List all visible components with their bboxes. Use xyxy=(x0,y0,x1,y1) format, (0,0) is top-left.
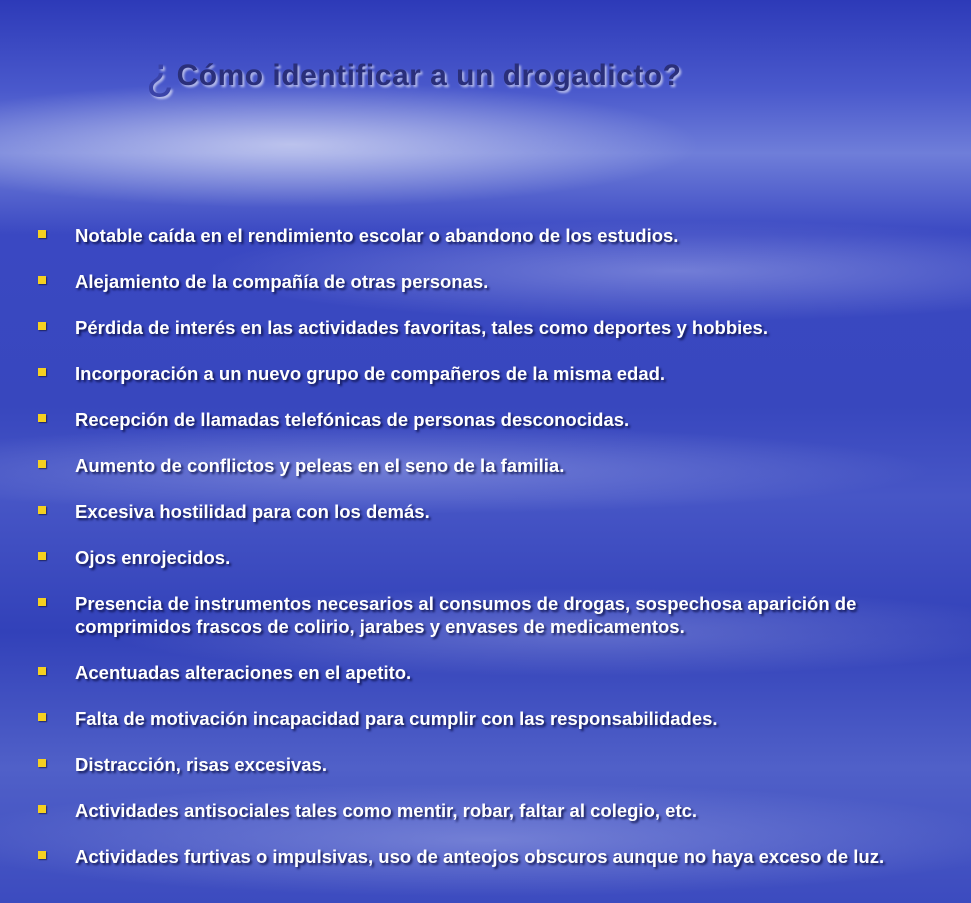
list-item-text: Ojos enrojecidos. xyxy=(75,547,231,568)
square-bullet-icon xyxy=(38,322,46,330)
list-item xyxy=(36,362,906,385)
square-bullet-icon xyxy=(38,805,46,813)
list-item xyxy=(36,454,906,477)
list-item-text: Presencia de instrumentos necesarios al consumos de drogas, sospechosa aparición de comprimidos frascos de colirio, jarabes y envases de medicamentos. xyxy=(75,593,857,637)
square-bullet-icon xyxy=(38,506,46,514)
slide-title-text: Cómo identificar a un drogadicto? xyxy=(176,59,682,92)
slide-title xyxy=(146,46,681,100)
list-item-text: Falta de motivación incapacidad para cumplir con las responsabilidades. xyxy=(75,708,718,729)
square-bullet-icon xyxy=(38,598,46,606)
square-bullet-icon xyxy=(38,276,46,284)
list-item xyxy=(36,753,906,776)
list-item xyxy=(36,707,906,730)
list-item xyxy=(36,224,906,247)
list-item xyxy=(36,799,906,822)
list-item xyxy=(36,500,906,523)
list-item xyxy=(36,546,906,569)
list-item-text: Actividades furtivas o impulsivas, uso de anteojos obscuros aunque no haya exceso de luz. xyxy=(75,846,885,867)
list-item-text: Alejamiento de la compañía de otras personas. xyxy=(75,271,489,292)
square-bullet-icon xyxy=(38,368,46,376)
list-item xyxy=(36,592,906,638)
square-bullet-icon xyxy=(38,713,46,721)
list-item-text: Pérdida de interés en las actividades favoritas, tales como deportes y hobbies. xyxy=(75,317,768,338)
list-item-text: Actividades antisociales tales como mentir, robar, faltar al colegio, etc. xyxy=(75,800,698,821)
inverted-question-mark: ¿ xyxy=(146,47,175,99)
list-item xyxy=(36,661,906,684)
list-item-text: Acentuadas alteraciones en el apetito. xyxy=(75,662,412,683)
list-item-text: Recepción de llamadas telefónicas de personas desconocidas. xyxy=(75,409,630,430)
list-item-text: Notable caída en el rendimiento escolar o abandono de los estudios. xyxy=(75,225,679,246)
square-bullet-icon xyxy=(38,230,46,238)
list-item xyxy=(36,316,906,339)
square-bullet-icon xyxy=(38,460,46,468)
list-item xyxy=(36,845,906,868)
square-bullet-icon xyxy=(38,759,46,767)
square-bullet-icon xyxy=(38,552,46,560)
list-item-text: Excesiva hostilidad para con los demás. xyxy=(75,501,430,522)
list-item xyxy=(36,270,906,293)
square-bullet-icon xyxy=(38,414,46,422)
list-item-text: Distracción, risas excesivas. xyxy=(75,754,327,775)
list-item-text: Incorporación a un nuevo grupo de compañeros de la misma edad. xyxy=(75,363,666,384)
list-item xyxy=(36,408,906,431)
bullet-list xyxy=(36,224,906,891)
list-item-text: Aumento de conflictos y peleas en el seno de la familia. xyxy=(75,455,565,476)
square-bullet-icon xyxy=(38,851,46,859)
square-bullet-icon xyxy=(38,667,46,675)
